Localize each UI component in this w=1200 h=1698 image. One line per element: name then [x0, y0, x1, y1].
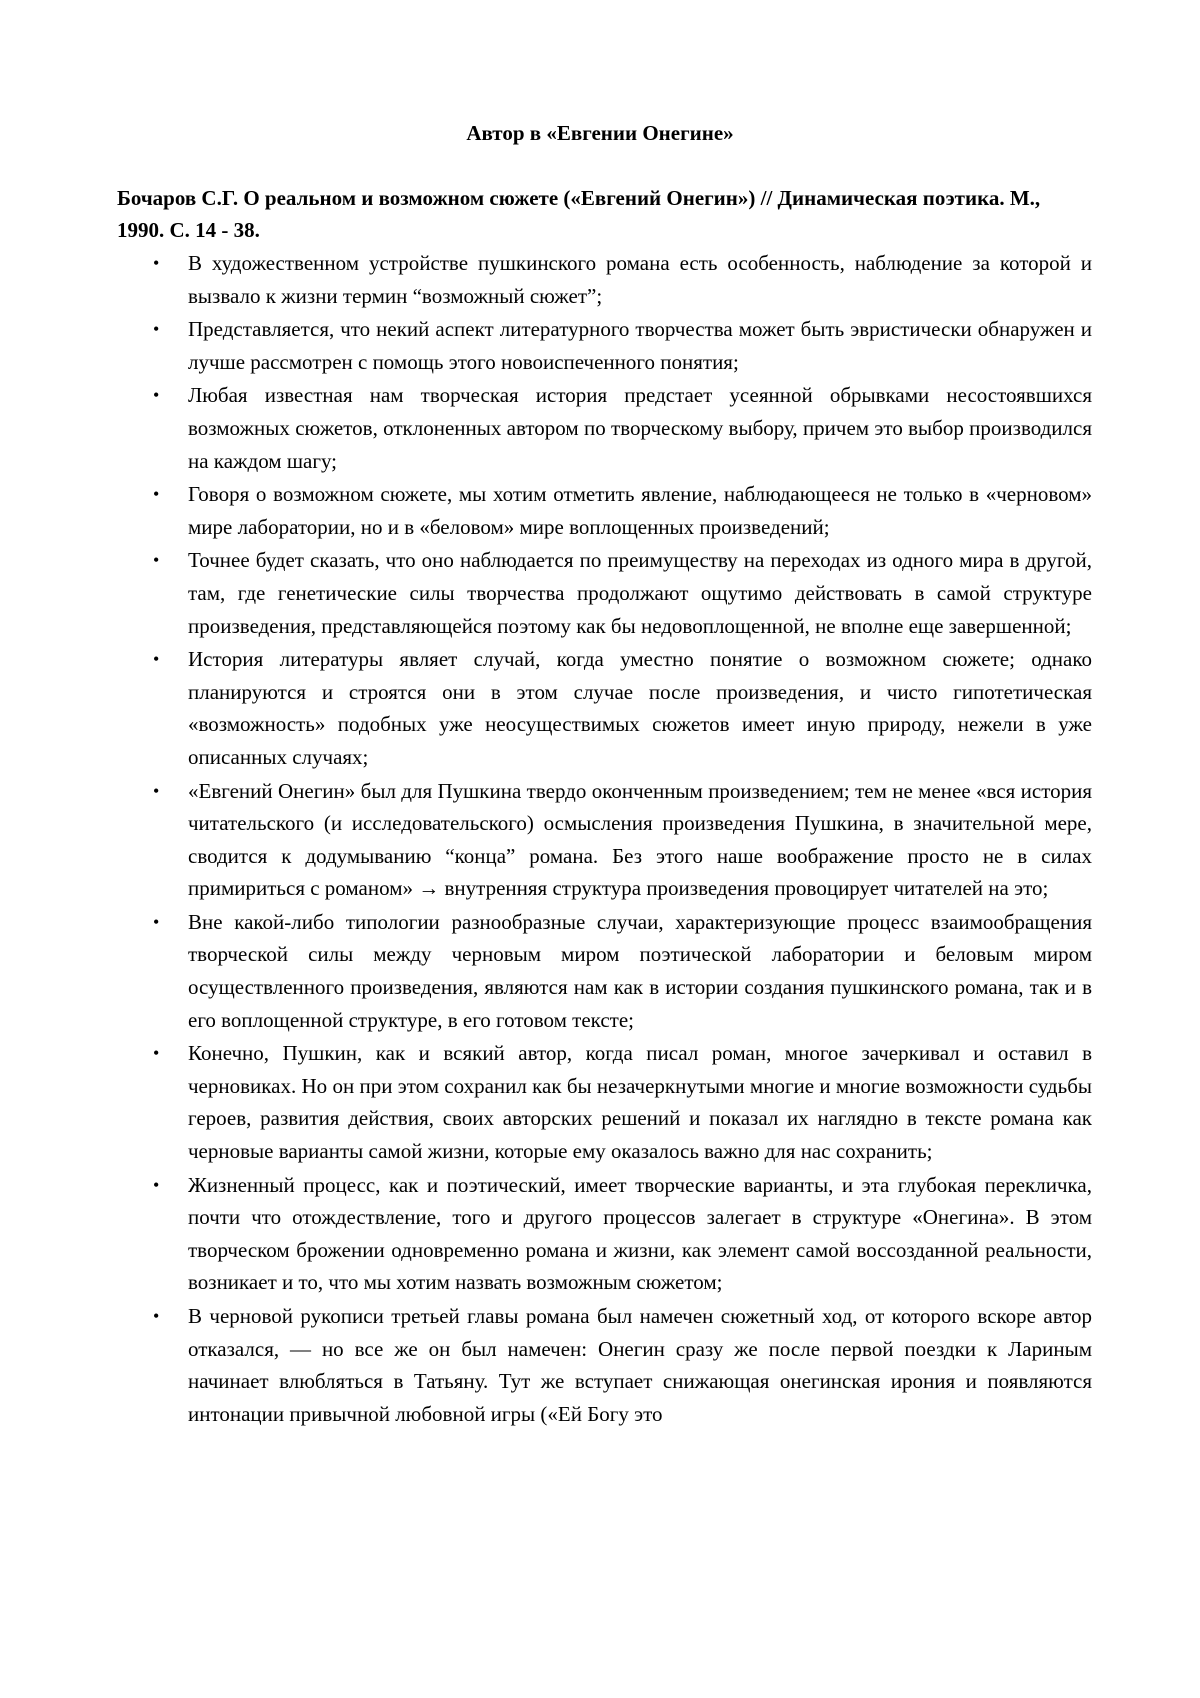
list-item-text: В черновой рукописи третьей главы романа был намечен сюжетный ход, от которого вскоре автор отказался, — но все же он был намечен: Онегин сразу же после первой поездки к Лариным начинает влюбляться в Татьяну. Тут же вступает снижающая онегинская ирония и появляются интонации привычной любовной игры («Ей Богу это — [188, 1304, 1092, 1426]
list-item-text: Говоря о возможном сюжете, мы хотим отметить явление, наблюдающееся не только в «черновом» мире лаборатории, но и в «беловом» мире воплощенных произведений; — [188, 482, 1092, 539]
list-item — [153, 643, 1092, 773]
list-item — [153, 775, 1092, 905]
bullet-icon: • — [153, 780, 160, 801]
bullet-icon: • — [153, 911, 160, 932]
list-item — [153, 1169, 1092, 1299]
list-item-text: Вне какой-либо типологии разнообразные случаи, характеризующие процесс взаимообращения творческой силы между черновым миром поэтической лаборатории и беловым миром осуществленного произведения, являются нам как в истории создания пушкинского романа, так и в его воплощенной структуре, в его готовом тексте; — [188, 909, 1092, 1032]
list-item — [153, 1300, 1092, 1430]
list-item — [153, 544, 1092, 642]
bullet-icon: • — [153, 649, 160, 670]
list-item — [153, 379, 1092, 477]
bullet-list — [153, 247, 1092, 1431]
document-title: Автор в «Евгении Онегине» — [466, 121, 734, 145]
bullet-icon: • — [153, 550, 160, 571]
list-item — [153, 247, 1092, 312]
source-citation: Бочаров С.Г. О реальном и возможном сюжете («Евгений Онегин») // Динамическая поэтика. М., 1990. С. 14 - 38. — [117, 186, 1041, 242]
list-item-text: История литературы являет случай, когда уместно понятие о возможном сюжете; однако планируются и строятся они в этом случае после произведения, и чисто гипотетическая «возможность» подобных уже неосуществимых сюжетов имеет иную природу, нежели в уже описанных случаях; — [188, 647, 1092, 769]
bullet-icon: • — [153, 1306, 160, 1326]
bullet-icon: • — [153, 385, 160, 406]
list-item-text: Точнее будет сказать, что оно наблюдается по преимуществу на переходах из одного мира в другой, там, где генетические силы творчества продолжают ощутимо действовать в самой структуре произведения, представляющейся поэтому как бы недовоплощенной, не вполне еще завершенной; — [188, 548, 1092, 638]
bullet-icon: • — [153, 1043, 160, 1064]
list-item-text: Конечно, Пушкин, как и всякий автор, когда писал роман, многое зачеркивал и оставил в черновиках. Но он при этом сохранил как бы незачеркнутыми многие и многие возможности судьбы героев, развития действия, своих авторских решений и показал их наглядно в тексте романа как черновые варианты самой жизни, которые ему оказалось важно для нас сохранить; — [188, 1041, 1092, 1164]
bullet-icon: • — [153, 484, 160, 505]
list-item-text: Представляется, что некий аспект литературного творчества может быть эвристически обнаружен и лучше рассмотрен с помощь этого новоиспеченного понятия; — [188, 317, 1092, 374]
bullet-icon: • — [153, 1174, 160, 1195]
list-item-text: Любая известная нам творческая история предстает усеянной обрывками несостоявшихся возможных сюжетов, отклоненных автором по творческому выбору, причем это выбор производился на каждом шагу; — [188, 383, 1092, 473]
list-item-text: В художественном устройстве пушкинского романа есть особенность, наблюдение за которой и вызвало к жизни термин “возможный сюжет”; — [188, 251, 1092, 308]
list-item — [153, 313, 1092, 378]
list-item — [153, 906, 1092, 1036]
list-item-text: «Евгений Онегин» был для Пушкина твердо оконченным произведением; тем не менее «вся история читательского (и исследовательского) осмысления произведения Пушкина, в значительной мере, сводится к додумыванию “конца” романа. Без этого наше воображение просто не в силах примириться с романом» → внутренняя структура произведения провоцирует читателей на это; — [188, 778, 1092, 901]
list-item-text: Жизненный процесс, как и поэтический, имеет творческие варианты, и эта глубокая перекличка, почти что отождествление, того и другого процессов залегает в структуре «Онегина». В этом творческом брожении одновременно романа и жизни, как элемент самой воссозданной реальности, возникает и то, что мы хотим назвать возможным сюжетом; — [188, 1172, 1092, 1295]
bullet-icon: • — [153, 319, 160, 340]
bullet-icon: • — [153, 253, 160, 273]
list-item — [153, 1037, 1092, 1167]
list-item — [153, 478, 1092, 543]
